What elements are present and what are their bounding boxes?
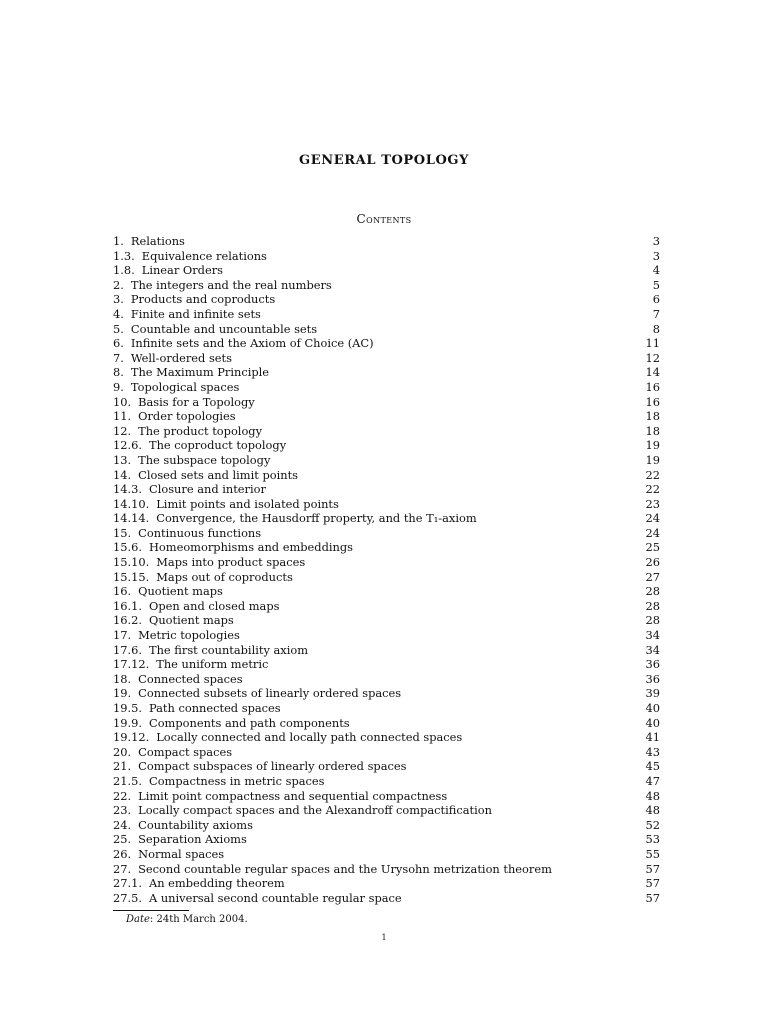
page-title: GENERAL TOPOLOGY (299, 153, 469, 168)
toc-entry-label (113, 789, 447, 804)
toc-entry-number: 2. (113, 277, 124, 292)
footnote-rule (113, 910, 189, 911)
toc-entry-label (113, 380, 239, 395)
toc-entry-number: 14. (113, 467, 132, 482)
toc-entry-title: Continuous functions (138, 525, 262, 540)
toc-entry-number: 18. (113, 671, 132, 686)
toc-entry-label (113, 263, 223, 278)
toc-entry-page: 48 (645, 803, 660, 818)
toc-entry-title: Locally compact spaces and the Alexandroff compactification (138, 803, 492, 818)
toc-entry-title: The Maximum Principle (130, 365, 270, 380)
toc-entry (113, 847, 660, 862)
toc-entry-page: 57 (645, 876, 660, 891)
toc-entry-page: 28 (645, 613, 660, 628)
toc-entry-number: 26. (113, 846, 132, 861)
toc-entry-label (113, 628, 240, 643)
toc-entry (113, 351, 660, 366)
toc-entry-page: 7 (652, 306, 660, 321)
toc-entry-label (113, 482, 266, 497)
toc-entry-page: 41 (645, 730, 660, 745)
toc-entry (113, 540, 660, 555)
toc-entry-title: Countability axioms (138, 817, 253, 832)
toc-entry (113, 263, 660, 278)
toc-entry (113, 278, 660, 293)
toc-entry-title: Quotient maps (138, 584, 223, 599)
toc-entry-title: The integers and the real numbers (130, 277, 332, 292)
toc-entry (113, 584, 660, 599)
toc-entry (113, 628, 660, 643)
toc-entry-number: 12. (113, 423, 132, 438)
toc-entry-title: Compact spaces (138, 744, 233, 759)
toc-entry-number: 15.15. (113, 569, 150, 584)
toc-entry-title: Closure and interior (148, 482, 266, 497)
toc-entry (113, 672, 660, 687)
toc-entry-title: Equivalence relations (141, 248, 267, 263)
toc-entry-number: 1.8. (113, 263, 135, 278)
toc-entry-number: 27.1. (113, 876, 142, 891)
toc-entry-title: Compactness in metric spaces (148, 773, 325, 788)
toc-entry-label (113, 818, 253, 833)
toc-entry-label (113, 803, 492, 818)
toc-entry-number: 17.12. (113, 657, 150, 672)
toc-entry-page: 6 (652, 292, 660, 307)
toc-entry-label (113, 759, 406, 774)
toc-entry (113, 774, 660, 789)
toc-entry-number: 1. (113, 234, 124, 248)
toc-entry (113, 380, 660, 395)
toc-entry (113, 613, 660, 628)
toc-entry (113, 701, 660, 716)
toc-entry-title: Relations (130, 234, 185, 248)
toc-entry-label (113, 424, 262, 439)
toc-entry-label (113, 511, 477, 526)
toc-entry-number: 3. (113, 292, 124, 307)
toc-entry-title: An embedding theorem (148, 876, 285, 891)
toc-entry (113, 716, 660, 731)
toc-entry (113, 497, 660, 512)
toc-entry-title: Countable and uncountable sets (130, 321, 318, 336)
toc-entry-label (113, 686, 401, 701)
toc-entry-number: 21.5. (113, 773, 142, 788)
toc-entry (113, 453, 660, 468)
toc-entry-number: 16.1. (113, 598, 142, 613)
toc-entry (113, 249, 660, 264)
toc-entry-label (113, 599, 279, 614)
toc-entry-page: 34 (645, 642, 660, 657)
toc-entry-label (113, 249, 267, 264)
toc-entry-page: 3 (652, 248, 660, 263)
toc-entry-title: Connected subsets of linearly ordered spaces (138, 686, 402, 701)
toc-entry-page: 19 (645, 452, 660, 467)
toc-entry-title: A universal second countable regular space (148, 890, 402, 905)
toc-entry-title: The uniform metric (156, 657, 269, 672)
toc-entry (113, 832, 660, 847)
toc-entry-title: The product topology (138, 423, 263, 438)
toc-entry-page: 27 (645, 569, 660, 584)
toc-entry (113, 759, 660, 774)
toc-entry-label (113, 468, 298, 483)
toc-entry-number: 23. (113, 803, 132, 818)
toc-entry-title: Topological spaces (130, 379, 240, 394)
toc-entry-title: Convergence, the Hausdorff property, and the T₁-axiom (156, 511, 477, 526)
toc-entry-number: 10. (113, 394, 132, 409)
toc-entry-number: 14.3. (113, 482, 142, 497)
toc-entry-page: 18 (645, 423, 660, 438)
toc-entry-title: Well-ordered sets (130, 350, 232, 365)
toc-entry-number: 21. (113, 759, 132, 774)
toc-entry-label (113, 643, 308, 658)
toc-entry-number: 20. (113, 744, 132, 759)
toc-entry (113, 307, 660, 322)
toc-entry (113, 438, 660, 453)
toc-entry-title: Metric topologies (138, 628, 240, 643)
toc-entry-page: 47 (645, 773, 660, 788)
toc-entry (113, 599, 660, 614)
table-of-contents (113, 234, 660, 905)
toc-entry-number: 8. (113, 365, 124, 380)
toc-entry-number: 16.2. (113, 613, 142, 628)
toc-entry-number: 19.12. (113, 730, 150, 745)
toc-entry-page: 28 (645, 598, 660, 613)
toc-entry-page: 48 (645, 788, 660, 803)
toc-entry-label (113, 832, 247, 847)
toc-entry-page: 18 (645, 409, 660, 424)
toc-entry-page: 16 (645, 379, 660, 394)
toc-entry-number: 1.3. (113, 248, 135, 263)
toc-entry-title: Homeomorphisms and embeddings (148, 540, 353, 555)
toc-entry-number: 17.6. (113, 642, 142, 657)
toc-entry (113, 555, 660, 570)
toc-entry-page: 52 (645, 817, 660, 832)
toc-entry (113, 482, 660, 497)
toc-entry-title: Compact subspaces of linearly ordered spaces (138, 759, 407, 774)
toc-entry-title: The coproduct topology (148, 438, 287, 453)
toc-entry-page: 34 (645, 628, 660, 643)
toc-entry-page: 43 (645, 744, 660, 759)
toc-entry (113, 336, 660, 351)
toc-entry-number: 15. (113, 525, 132, 540)
toc-entry (113, 891, 660, 906)
toc-entry-label (113, 862, 552, 877)
toc-entry-label (113, 234, 185, 249)
toc-entry-title: Finite and infinite sets (130, 306, 261, 321)
toc-entry-page: 57 (645, 890, 660, 905)
toc-entry-title: Maps into product spaces (156, 555, 306, 570)
toc-entry-page: 24 (645, 525, 660, 540)
toc-entry-number: 19. (113, 686, 132, 701)
toc-entry-number: 25. (113, 832, 132, 847)
toc-entry-label (113, 555, 305, 570)
toc-entry-number: 17. (113, 628, 132, 643)
toc-entry (113, 526, 660, 541)
toc-entry-page: 28 (645, 584, 660, 599)
toc-entry-title: Infinite sets and the Axiom of Choice (AC) (130, 336, 374, 351)
toc-entry-page: 3 (652, 234, 660, 248)
toc-entry-page: 8 (652, 321, 660, 336)
toc-entry-page: 57 (645, 861, 660, 876)
toc-entry (113, 511, 660, 526)
toc-entry-number: 22. (113, 788, 132, 803)
toc-entry-title: Second countable regular spaces and the Urysohn metrization theorem (138, 861, 552, 876)
toc-entry-page: 14 (645, 365, 660, 380)
toc-entry-title: Components and path components (148, 715, 350, 730)
toc-entry-number: 24. (113, 817, 132, 832)
toc-entry-page: 45 (645, 759, 660, 774)
toc-entry-title: Locally connected and locally path connected spaces (156, 730, 463, 745)
toc-entry (113, 365, 660, 380)
toc-entry-title: Basis for a Topology (138, 394, 255, 409)
toc-entry (113, 409, 660, 424)
toc-entry-number: 4. (113, 306, 124, 321)
toc-entry-number: 19.9. (113, 715, 142, 730)
toc-entry (113, 322, 660, 337)
toc-entry-number: 16. (113, 584, 132, 599)
toc-entry-label (113, 672, 243, 687)
toc-entry-label (113, 570, 293, 585)
toc-entry-label (113, 774, 325, 789)
toc-entry-label (113, 716, 350, 731)
toc-entry (113, 468, 660, 483)
toc-entry-number: 14.14. (113, 511, 150, 526)
toc-entry-number: 15.10. (113, 555, 150, 570)
toc-entry-title: The first countability axiom (148, 642, 309, 657)
toc-entry (113, 818, 660, 833)
toc-entry-number: 14.10. (113, 496, 150, 511)
toc-entry-number: 5. (113, 321, 124, 336)
toc-entry-label (113, 891, 402, 906)
footnote-label: Date (126, 914, 150, 925)
toc-entry-label (113, 701, 281, 716)
toc-entry-page: 5 (652, 277, 660, 292)
toc-entry-page: 40 (645, 701, 660, 715)
toc-entry (113, 862, 660, 877)
toc-entry-label (113, 395, 255, 410)
toc-entry-title: Limit point compactness and sequential compactness (138, 788, 448, 803)
toc-entry-title: Separation Axioms (138, 832, 247, 847)
toc-entry-page: 22 (645, 482, 660, 497)
toc-entry-title: Path connected spaces (148, 701, 281, 715)
toc-entry-label (113, 438, 286, 453)
toc-entry-label (113, 322, 317, 337)
toc-entry-page: 53 (645, 832, 660, 847)
toc-entry (113, 570, 660, 585)
toc-entry-number: 12.6. (113, 438, 142, 453)
toc-entry-label (113, 613, 234, 628)
toc-entry-number: 13. (113, 452, 132, 467)
toc-entry-title: Maps out of coproducts (156, 569, 293, 584)
toc-entry-page: 39 (645, 686, 660, 701)
toc-entry-label (113, 278, 332, 293)
toc-entry (113, 643, 660, 658)
toc-entry-page: 19 (645, 438, 660, 453)
toc-entry-page: 11 (645, 336, 660, 351)
toc-entry-title: Order topologies (138, 409, 236, 424)
toc-entry-label (113, 365, 269, 380)
toc-entry-number: 7. (113, 350, 124, 365)
toc-entry-label (113, 745, 232, 760)
toc-entry-page: 26 (645, 555, 660, 570)
toc-entry-page: 22 (645, 467, 660, 482)
toc-entry-number: 27. (113, 861, 132, 876)
toc-entry-label (113, 351, 232, 366)
toc-entry-page: 23 (645, 496, 660, 511)
toc-entry (113, 686, 660, 701)
toc-entry-page: 24 (645, 511, 660, 526)
toc-entry-label (113, 453, 270, 468)
toc-entry-number: 15.6. (113, 540, 142, 555)
toc-entry (113, 292, 660, 307)
toc-entry-label (113, 497, 339, 512)
toc-entry-label (113, 730, 462, 745)
toc-entry-label (113, 307, 261, 322)
toc-entry-page: 36 (645, 671, 660, 686)
footnote (126, 914, 248, 925)
toc-entry (113, 745, 660, 760)
toc-entry-title: Products and coproducts (130, 292, 276, 307)
toc-entry-label (113, 526, 261, 541)
toc-entry-title: Linear Orders (141, 263, 223, 278)
toc-entry-page: 55 (645, 846, 660, 861)
toc-entry (113, 657, 660, 672)
toc-entry (113, 789, 660, 804)
toc-entry-label (113, 876, 285, 891)
toc-entry-label (113, 409, 236, 424)
toc-entry (113, 876, 660, 891)
contents-heading: Contents (356, 212, 412, 226)
toc-entry-title: The subspace topology (138, 452, 271, 467)
toc-entry-title: Closed sets and limit points (138, 467, 298, 482)
toc-entry-page: 25 (645, 540, 660, 555)
toc-entry-title: Normal spaces (138, 846, 225, 861)
toc-entry (113, 730, 660, 745)
toc-entry (113, 234, 660, 249)
toc-entry-number: 6. (113, 336, 124, 351)
page-number: 1 (381, 933, 387, 942)
toc-entry-title: Limit points and isolated points (156, 496, 339, 511)
toc-entry-title: Connected spaces (138, 671, 243, 686)
toc-entry-title: Open and closed maps (148, 598, 280, 613)
toc-entry (113, 803, 660, 818)
toc-entry-label (113, 847, 224, 862)
toc-entry-number: 11. (113, 409, 132, 424)
toc-entry-page: 16 (645, 394, 660, 409)
toc-entry-label (113, 336, 374, 351)
toc-entry-page: 4 (652, 263, 660, 278)
toc-entry-label (113, 584, 223, 599)
toc-entry-label (113, 657, 268, 672)
toc-entry-label (113, 292, 275, 307)
toc-entry-page: 12 (645, 350, 660, 365)
footnote-text: : 24th March 2004. (149, 914, 248, 925)
toc-entry (113, 424, 660, 439)
toc-entry (113, 395, 660, 410)
toc-entry-number: 9. (113, 379, 124, 394)
toc-entry-page: 36 (645, 657, 660, 672)
toc-entry-number: 19.5. (113, 701, 142, 715)
toc-entry-number: 27.5. (113, 890, 142, 905)
toc-entry-page: 40 (645, 715, 660, 730)
toc-entry-title: Quotient maps (148, 613, 234, 628)
toc-entry-label (113, 540, 353, 555)
